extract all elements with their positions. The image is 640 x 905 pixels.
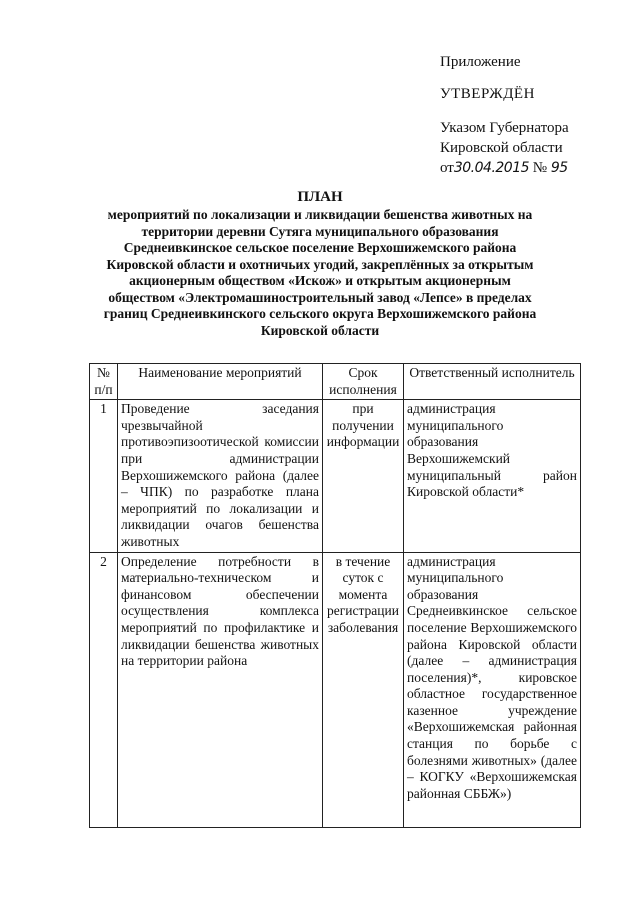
row-deadline: в течение суток с момента регистрации заболевания [323,552,404,827]
decree-date-line [440,158,569,178]
row-responsible: администрация муниципального образования Среднеивкинское сельское поселение Верхошижемского района Кировской области (далее – администрация поселения)*, кировское областное государственное казенное учреждение «Верхошижемская районная станция по борьбе с болезнями животных» (далее – КОГКУ «Верхошижемская районная СББЖ») [404,552,581,827]
row-responsible: администрация муниципального образования Верхошижемский муниципальный район Кировской области* [404,400,581,552]
decree-line-1: Указом Губернатора [440,120,569,136]
header-deadline: Срок исполнения [323,364,404,400]
row-name: Определение потребности в материально-техническом и финансовом обеспечении осуществления комплекса мероприятий по профилактике и ликвидации бешенства животных на территории района [118,552,323,827]
approval-stamp [440,52,569,178]
header-responsible: Ответственный исполнитель [404,364,581,400]
handwritten-number: 95 [550,160,568,176]
header-num: № п/п [90,364,118,400]
row-num: 1 [90,400,118,552]
table-row [90,400,581,552]
appendix-label: Приложение [440,54,521,70]
date-prefix: от [440,160,454,176]
row-name: Проведение заседания чрезвычайной противоэпизоотической комиссии при администрации Верхошижемского района (далее – ЧПК) по разработке плана мероприятий по локализации и ликвидации очагов бешенства животных [118,400,323,552]
plan-table [89,363,581,828]
approved-label: УТВЕРЖДЁН [440,86,535,102]
row-num: 2 [90,552,118,827]
header-name: Наименование мероприятий [118,364,323,400]
table-header-row [90,364,581,400]
number-prefix: № [532,160,548,176]
decree-line-2: Кировской области [440,140,563,156]
plan-title: ПЛАН [297,189,343,205]
row-deadline: при получении информации [323,400,404,552]
table-row [90,552,581,827]
plan-subtitle: мероприятий по локализации и ликвидации бешенства животных на территории деревни Сутяга муниципального образования Среднеивкинское сельское поселение Верхошижемского района Кировской области и охотничьих угодий, закреплённых за открытым акционерным обществом «Искож» и открытым акционерным обществом «Электромашиностроительный завод «Лепсе» в пределах границ Среднеивкинского сельского округа Верхошижемского района Кировской области [103,207,537,338]
handwritten-date: 30.04.2015 [453,160,530,176]
